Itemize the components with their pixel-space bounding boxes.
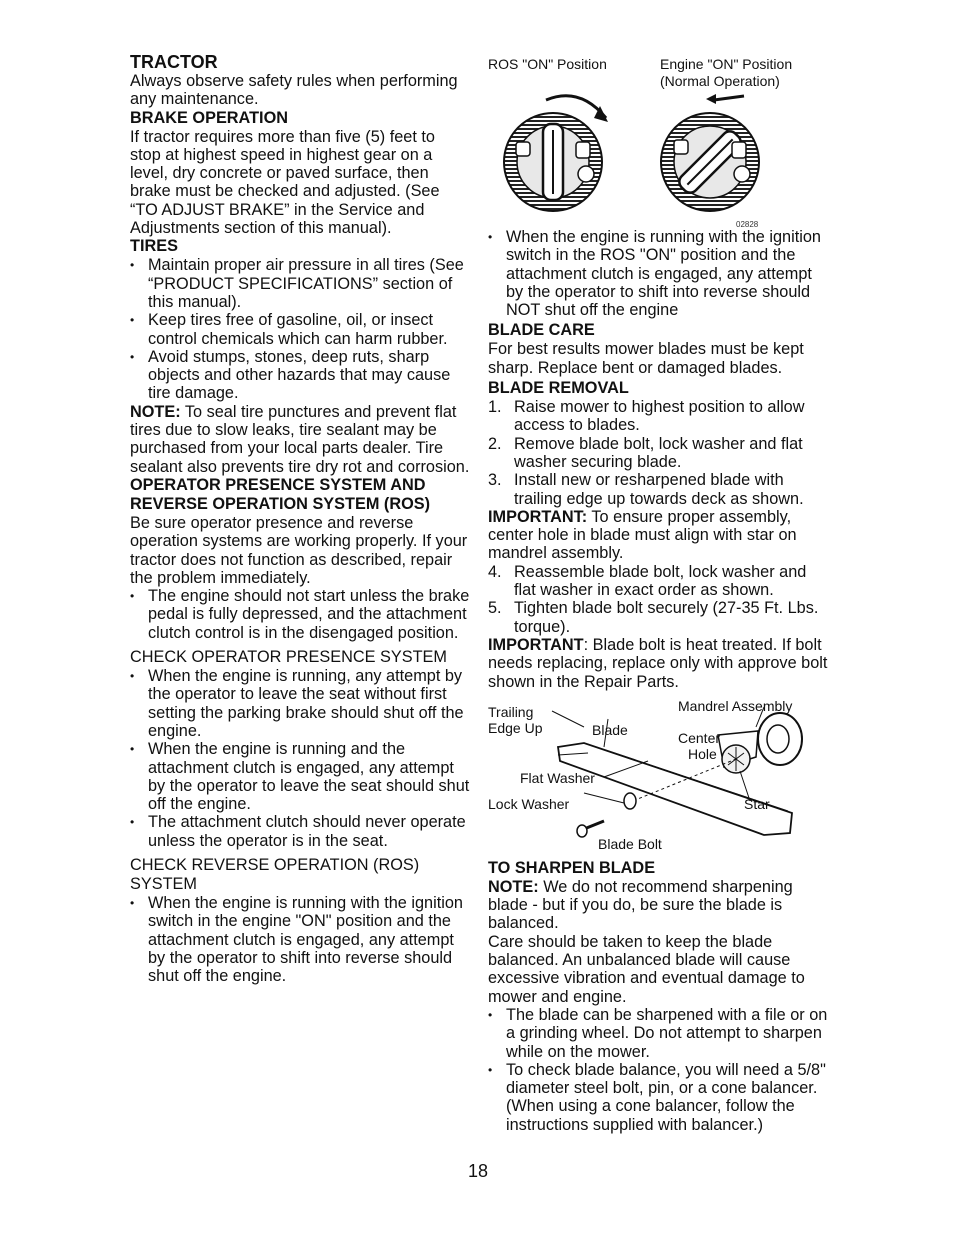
brake-heading: BRAKE OPERATION <box>130 108 288 127</box>
ignition-switch-drawing <box>488 56 828 228</box>
right-column <box>488 56 828 1134</box>
mandrel-label: Mandrel Assembly <box>678 697 793 714</box>
ros-position-caption: ROS "ON" Position <box>488 56 607 72</box>
list-item: • When the engine is running, any attempt by the operator to leave the seat without first setting the parking brake should shut off the engine. <box>130 667 470 740</box>
check-presence-heading: CHECK OPERATOR PRESENCE SYSTEM <box>130 648 447 667</box>
star-label: Star <box>744 795 770 812</box>
lock-washer-label: Lock Washer <box>488 795 570 812</box>
tractor-text: Always observe safety rules when performing any maintenance. <box>130 72 458 109</box>
blade-care-text: For best results mower blades must be kept sharp. Replace bent or damaged blades. <box>488 340 804 377</box>
list-item: 1. Raise mower to highest position to allow access to blades. <box>488 398 805 435</box>
check-ros-heading: CHECK REVERSE OPERATION (ROS) SYSTEM <box>130 855 420 893</box>
list-item: • The blade can be sharpened with a file or on a grinding wheel. Do not attempt to sharpen while on the mower. <box>488 1006 828 1061</box>
list-item: • Keep tires free of gasoline, oil, or insect control chemicals which can harm rubber. <box>130 311 470 348</box>
removal-steps-list <box>488 398 828 508</box>
flat-washer-label: Flat Washer <box>520 769 595 786</box>
list-item: • When the engine is running and the attachment clutch is engaged, any attempt by the operator to leave the seat should shut off the engine. <box>130 740 470 813</box>
sharpen-heading: TO SHARPEN BLADE <box>488 858 656 877</box>
figure-code: 02828 <box>736 220 759 228</box>
ops-text: Be sure operator presence and reverse operation systems are working properly. If your tractor does not function as described, repair the problem immediately. <box>130 513 468 587</box>
edge-up-label: Edge Up <box>488 719 543 736</box>
ros-switch-icon <box>504 96 608 211</box>
important-label: IMPORTANT: <box>488 507 588 526</box>
ops-heading: OPERATOR PRESENCE SYSTEM AND REVERSE OPERATION SYSTEM (ROS) <box>130 475 431 513</box>
tractor-heading: TRACTOR <box>130 52 218 72</box>
brake-text: If tractor requires more than five (5) feet to stop at highest speed in highest gear on a level, dry concrete or paved surface, then brake must be checked and adjusted. (See “TO ADJUST BRAKE” in the Service and Adjustments section of this manual). <box>130 127 440 238</box>
check-presence-list <box>130 667 470 850</box>
list-item: 5. Tighten blade bolt securely (27-35 Ft. Lbs. torque). <box>488 599 819 636</box>
left-column <box>130 52 470 985</box>
page-number: 18 <box>468 1161 489 1181</box>
hole-label: Hole <box>688 745 717 762</box>
note-label: NOTE: <box>130 402 181 421</box>
list-item: 2. Remove blade bolt, lock washer and flat washer securing blade. <box>488 434 803 471</box>
tire-note <box>130 403 470 476</box>
important-note-2: IMPORTANT: Blade bolt is heat treated. If bolt needs replacing, replace only with approve bolt shown in the Repair Parts. <box>488 635 828 691</box>
list-item: • Avoid stumps, stones, deep ruts, sharp objects and other hazards that may cause tire damage. <box>130 348 470 403</box>
care-text: Care should be taken to keep the blade balanced. An unbalanced blade will cause excessive vibration and eventual damage to mower and engine. <box>488 932 805 1006</box>
list-item: • The attachment clutch should never operate unless the operator is in the seat. <box>130 813 470 850</box>
engine-position-caption: Engine "ON" Position <box>660 56 793 72</box>
note-text: To seal tire punctures and prevent flat tires due to slow leaks, tire sealant may be purchased from your local parts dealer. Tire sealant also prevents tire dry rot and corrosion. <box>130 402 470 476</box>
normal-operation-caption: (Normal Operation) <box>660 73 780 89</box>
engine-switch-icon <box>661 94 759 211</box>
blade-label: Blade <box>592 721 628 738</box>
note-label: NOTE: <box>488 877 539 896</box>
blade-bolt-label: Blade Bolt <box>598 835 662 852</box>
blade-assembly-figure <box>488 695 828 853</box>
ignition-switch-figure <box>488 56 828 228</box>
removal-steps-list-continued <box>488 563 828 636</box>
list-item: • To check blade balance, you will need a 5/8" diameter steel bolt, pin, or a cone balancer. (When using a cone balancer, follow the instructions supplied with balancer.) <box>488 1061 828 1134</box>
blade-removal-heading: BLADE REMOVAL <box>488 379 629 398</box>
ops-list <box>130 587 470 642</box>
sharpen-list <box>488 1006 828 1134</box>
list-item: • The engine should not start unless the brake pedal is fully depressed, and the attachment clutch control is in the disengaged position. <box>130 587 470 642</box>
list-item: • Maintain proper air pressure in all tires (See “PRODUCT SPECIFICATIONS” section of this manual). <box>130 256 470 311</box>
important-label: IMPORTANT <box>488 635 584 654</box>
list-item: 4. Reassemble blade bolt, lock washer and flat washer in exact order as shown. <box>488 562 807 600</box>
list-item: • When the engine is running with the ignition switch in the ROS "ON" position and the attachment clutch is engaged, any attempt by the operator to shift into reverse should NOT shut off the engine <box>488 228 828 319</box>
check-ros-list <box>130 894 470 985</box>
center-label: Center <box>678 729 721 746</box>
list-item: 3. Install new or resharpened blade with trailing edge up towards deck as shown. <box>488 471 804 508</box>
blade-care-heading: BLADE CARE <box>488 321 595 340</box>
trailing-label: Trailing <box>488 703 534 720</box>
important-note-1: IMPORTANT: To ensure proper assembly, center hole in blade must align with star on mandrel assembly. <box>488 507 797 563</box>
list-item: • When the engine is running with the ignition switch in the engine "ON" position and the attachment clutch is engaged, any attempt by the operator to shift into reverse should shut off the engine. <box>130 894 470 985</box>
tires-heading: TIRES <box>130 237 178 256</box>
ros-list <box>488 228 828 319</box>
tires-list <box>130 256 470 402</box>
sharpen-note: NOTE: We do not recommend sharpening blade - but if you do, be sure the blade is balanced. <box>488 877 793 933</box>
